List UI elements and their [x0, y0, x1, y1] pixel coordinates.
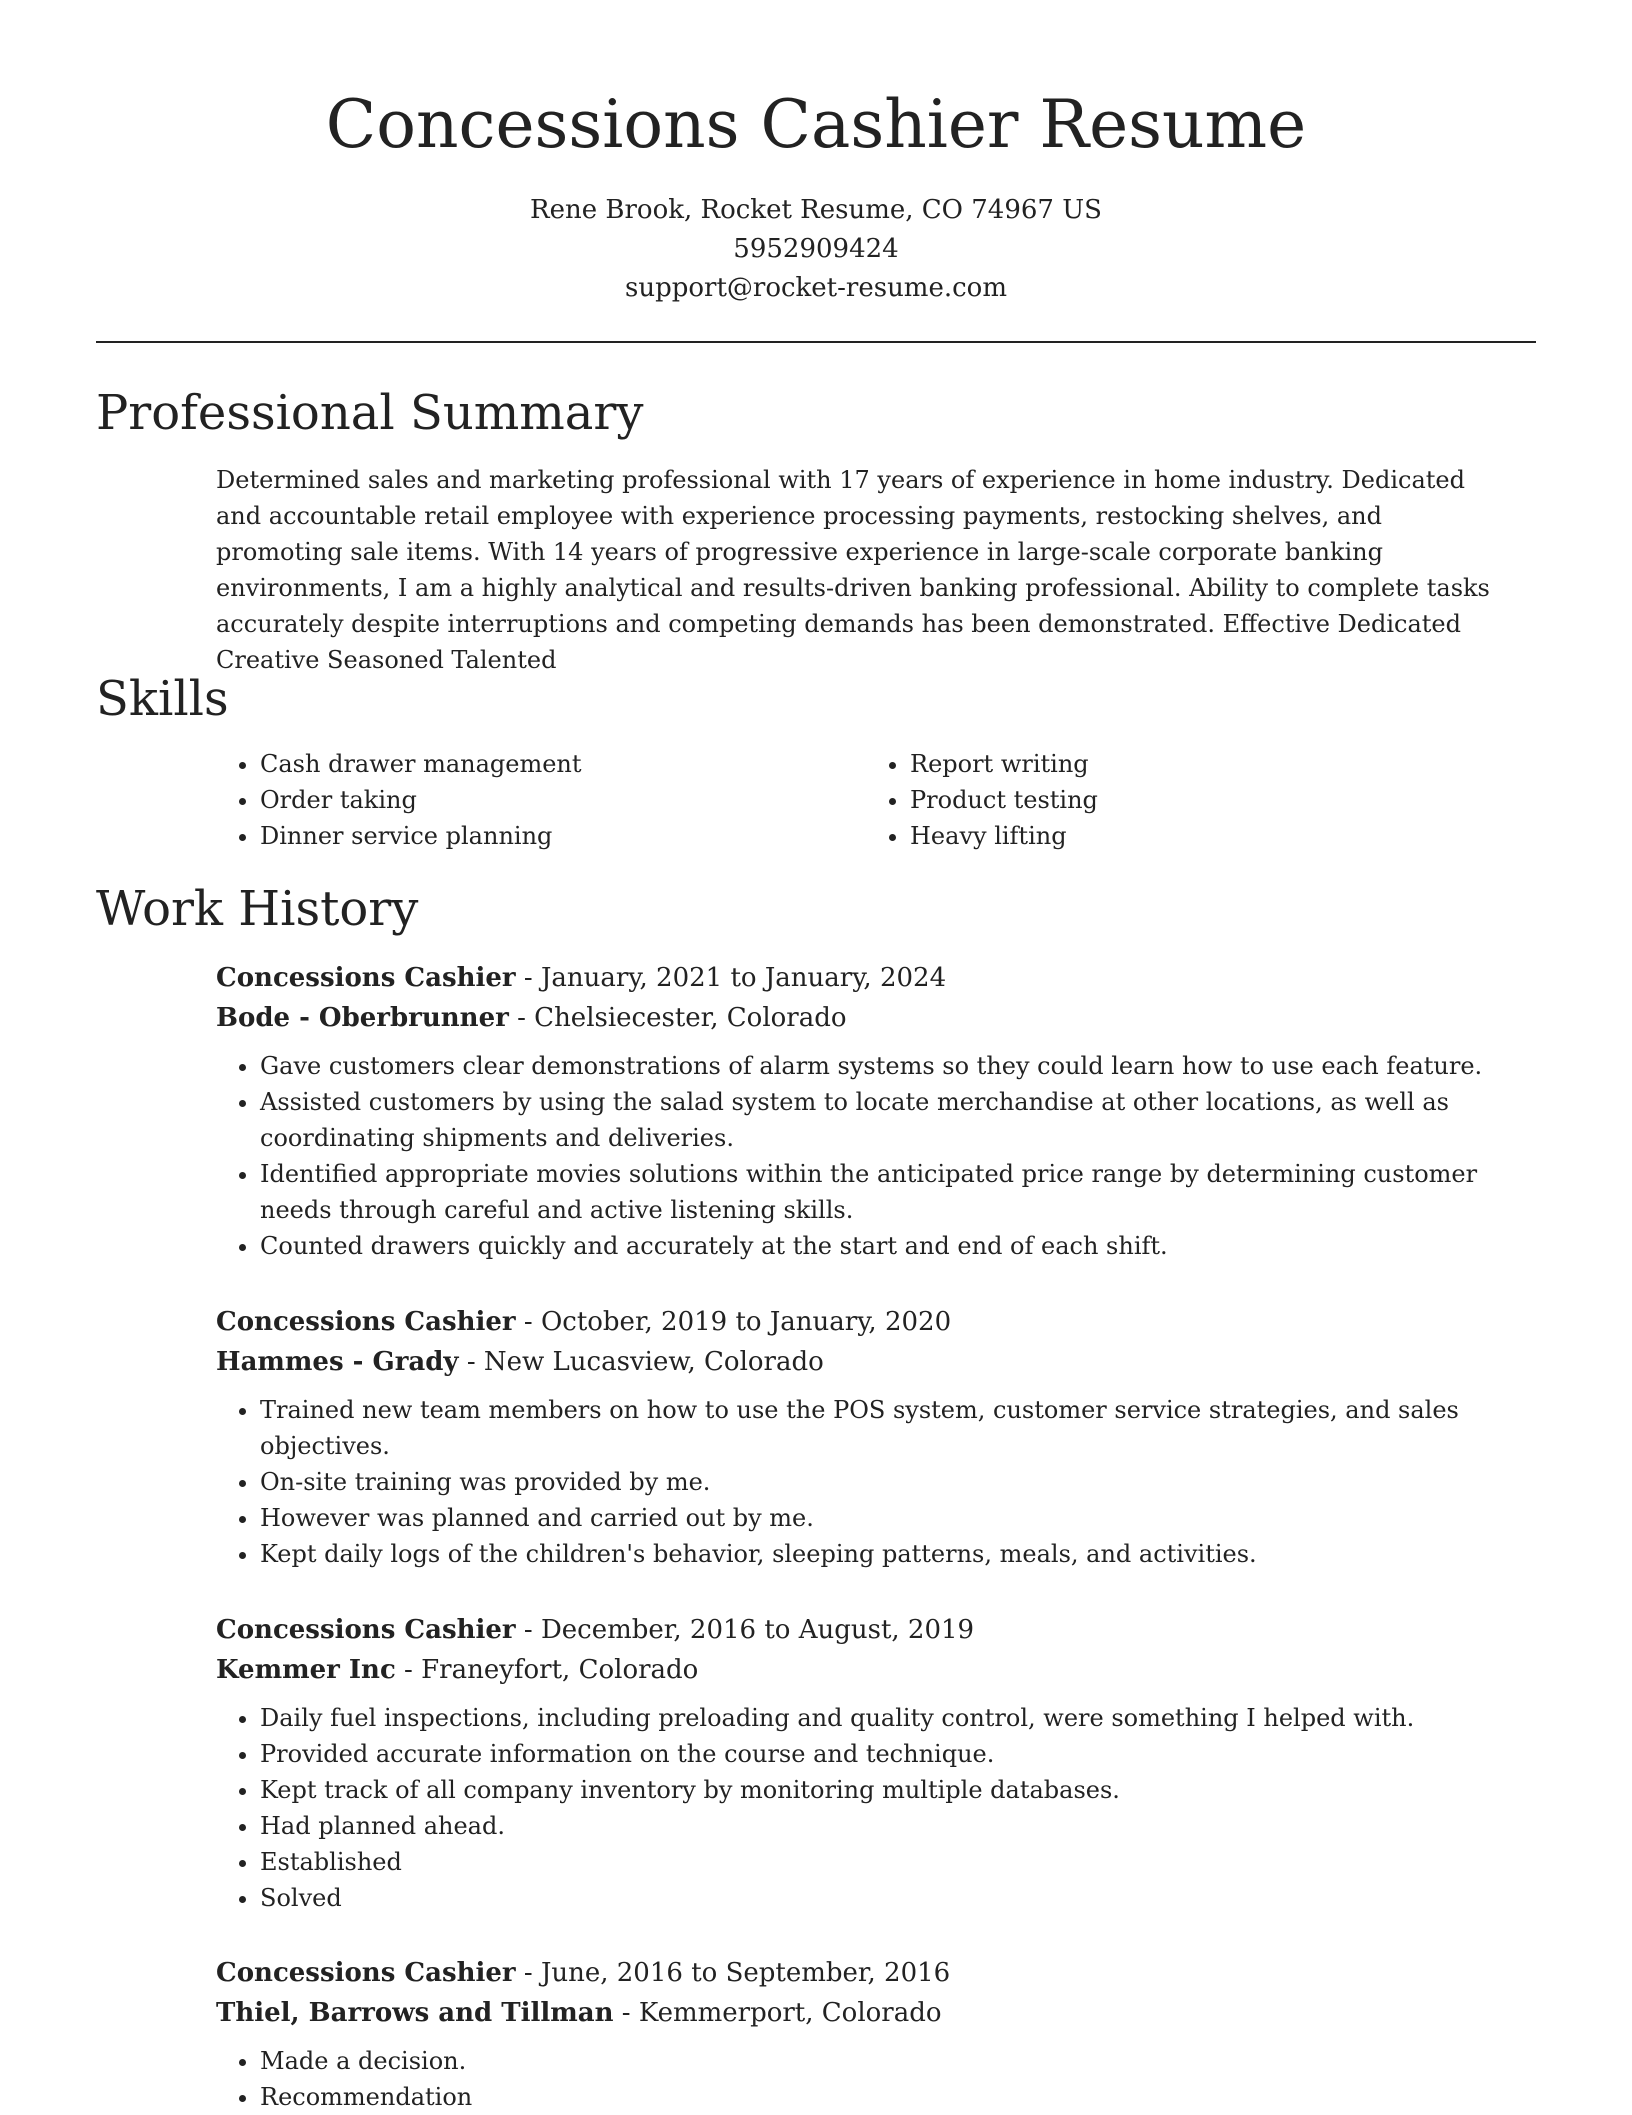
summary-text: Determined sales and marketing professional with 17 years of experience in home industry. Dedicated and accountable retail employee with experience processing payments, restocking shelves, and promoting sale items. With 14 years of progressive experience in large-scale corporate banking environments, I am a highly analytical and results-driven banking professional. Ability to complete tasks accurately despite interruptions and competing demands has been demonstrated. Effective Dedicated Creative Seasoned Talented — [216, 466, 1490, 674]
job-company-line — [216, 1342, 1536, 1382]
job-title: Concessions Cashier — [216, 1958, 516, 1988]
job-title-line — [216, 1953, 1536, 1993]
job-company: Thiel, Barrows and Tillman — [216, 1998, 614, 2028]
job-bullet: • Counted drawers quickly and accurately at the start and end of each shift. — [260, 1228, 1536, 1264]
job-entry — [216, 1953, 1536, 2115]
job-location: Kemmerport, Colorado — [638, 1998, 942, 2028]
job-separator: - — [523, 1307, 541, 1337]
job-location: New Lucasview, Colorado — [483, 1347, 824, 1377]
job-separator: - — [621, 1998, 639, 2028]
job-dates: December, 2016 to August, 2019 — [540, 1615, 975, 1645]
job-bullets — [216, 1048, 1536, 1264]
job-separator: - — [523, 1615, 541, 1645]
job-separator: - — [404, 1655, 422, 1685]
job-bullet: • On-site training was provided by me. — [260, 1464, 1536, 1500]
job-bullet: • Kept track of all company inventory by monitoring multiple databases. — [260, 1772, 1536, 1808]
skill-item: • Report writing — [910, 746, 1510, 782]
job-bullet: • Had planned ahead. — [260, 1808, 1536, 1844]
summary-heading: Professional Summary — [96, 385, 644, 441]
job-bullet: • Trained new team members on how to use the POS system, customer service strategies, and sales objectives. — [260, 1392, 1536, 1464]
job-entry — [216, 958, 1536, 1264]
skills-heading: Skills — [96, 671, 229, 727]
job-company-line — [216, 998, 1536, 1038]
skill-item: • Order taking — [260, 782, 860, 818]
job-entry — [216, 1610, 1536, 1916]
contact-address: Rene Brook, Rocket Resume, CO 74967 US — [530, 195, 1102, 225]
job-bullet: • Provided accurate information on the course and technique. — [260, 1736, 1536, 1772]
job-entry — [216, 1302, 1536, 1572]
job-bullet: • Identified appropriate movies solutions within the anticipated price range by determining customer needs through careful and active listening skills. — [260, 1156, 1536, 1228]
job-bullet: • Recommendation — [260, 2079, 1536, 2115]
job-title: Concessions Cashier — [216, 1307, 516, 1337]
job-title-line — [216, 958, 1536, 998]
contact-email: support@rocket-resume.com — [624, 273, 1007, 303]
job-separator: - — [523, 1958, 541, 1988]
work-history-heading: Work History — [96, 881, 419, 937]
skills-list-left — [216, 746, 860, 854]
job-dates: January, 2021 to January, 2024 — [540, 963, 947, 993]
resume-title: Concessions Cashier Resume — [325, 86, 1307, 163]
job-title: Concessions Cashier — [216, 963, 516, 993]
job-location: Franeyfort, Colorado — [421, 1655, 699, 1685]
skill-item: • Heavy lifting — [910, 818, 1510, 854]
job-separator: - — [523, 963, 541, 993]
job-bullet: • Assisted customers by using the salad system to locate merchandise at other locations, as well as coordinating shipments and deliveries. — [260, 1084, 1536, 1156]
skill-item: • Product testing — [910, 782, 1510, 818]
job-bullet: • Kept daily logs of the children's behavior, sleeping patterns, meals, and activities. — [260, 1536, 1536, 1572]
contact-phone: 5952909424 — [733, 234, 899, 264]
job-bullets — [216, 1700, 1536, 1916]
job-company-line — [216, 1650, 1536, 1690]
job-bullets — [216, 2043, 1536, 2115]
job-bullet: • Made a decision. — [260, 2043, 1536, 2079]
job-location: Chelsiecester, Colorado — [534, 1003, 847, 1033]
job-bullets — [216, 1392, 1536, 1572]
skill-item: • Cash drawer management — [260, 746, 860, 782]
contact-block — [0, 191, 1632, 308]
job-bullet: • Solved — [260, 1880, 1536, 1916]
job-separator: - — [466, 1347, 484, 1377]
job-company: Bode - Oberbrunner — [216, 1003, 509, 1033]
skills-list-right — [866, 746, 1510, 854]
job-title: Concessions Cashier — [216, 1615, 516, 1645]
header-divider — [96, 341, 1536, 343]
job-bullet: • However was planned and carried out by me. — [260, 1500, 1536, 1536]
job-bullet: • Gave customers clear demonstrations of alarm systems so they could learn how to use each feature. — [260, 1048, 1536, 1084]
skill-item: • Dinner service planning — [260, 818, 860, 854]
job-company: Hammes - Grady — [216, 1347, 459, 1377]
job-company: Kemmer Inc — [216, 1655, 396, 1685]
job-separator: - — [517, 1003, 535, 1033]
job-dates: June, 2016 to September, 2016 — [540, 1958, 951, 1988]
job-bullet: • Established — [260, 1844, 1536, 1880]
job-dates: October, 2019 to January, 2020 — [540, 1307, 952, 1337]
job-title-line — [216, 1610, 1536, 1650]
job-bullet: • Daily fuel inspections, including preloading and quality control, were something I helped with. — [260, 1700, 1536, 1736]
job-title-line — [216, 1302, 1536, 1342]
job-company-line — [216, 1993, 1536, 2033]
